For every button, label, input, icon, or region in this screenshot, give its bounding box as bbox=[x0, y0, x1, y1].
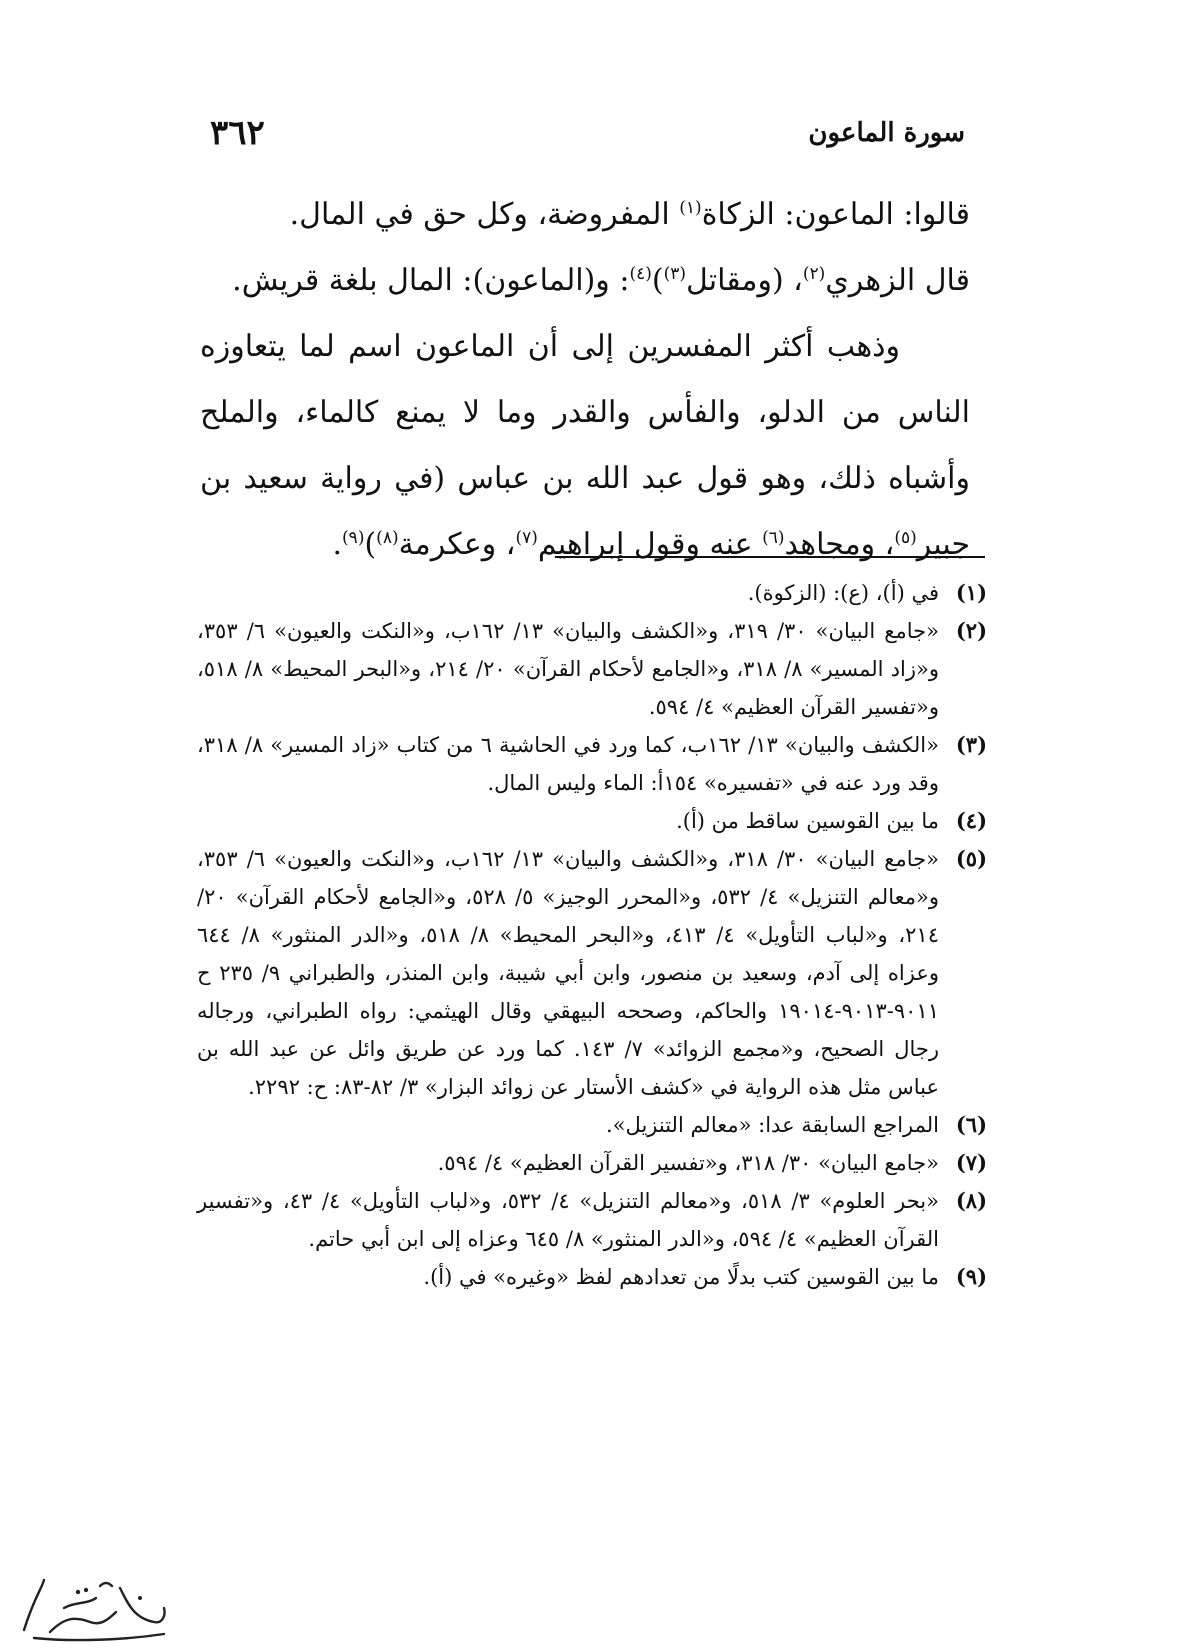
footnote-number: (١) bbox=[955, 580, 987, 605]
footnote-text: ما بين القوسين ساقط من (أ). bbox=[676, 809, 939, 833]
footnote-number: (٨) bbox=[955, 1188, 987, 1213]
footnote-separator bbox=[555, 556, 985, 558]
surah-title: سورة الماعون bbox=[808, 118, 965, 148]
footnote-9 bbox=[197, 1258, 987, 1296]
text-run: ، ومجاهد bbox=[784, 527, 895, 562]
text-run: ، وعكرمة bbox=[398, 527, 516, 562]
paragraph-1 bbox=[200, 182, 970, 248]
footnote-number: (٤) bbox=[955, 808, 987, 833]
footnote-number: (٧) bbox=[955, 1150, 987, 1175]
footnote-number: (٢) bbox=[955, 618, 987, 643]
text-run: ) bbox=[364, 527, 377, 562]
footnote-1 bbox=[197, 574, 987, 612]
footnote-number: (٥) bbox=[955, 846, 987, 871]
paragraph-3 bbox=[200, 314, 970, 578]
text-run: . bbox=[332, 527, 343, 562]
calligraphy-logo-icon bbox=[4, 1568, 174, 1648]
text-run: : و(الماعون): المال بلغة قريش. bbox=[232, 263, 630, 298]
footnote-marker: (١) bbox=[679, 198, 702, 218]
footnote-marker: (٥) bbox=[894, 528, 917, 548]
footnote-number: (٣) bbox=[955, 732, 987, 757]
footnote-7 bbox=[197, 1144, 987, 1182]
footnote-marker: (٧) bbox=[515, 528, 538, 548]
text-run: المفروضة، وكل حق في المال. bbox=[289, 197, 680, 232]
footnote-marker: (٢) bbox=[802, 264, 826, 284]
paragraph-2 bbox=[200, 248, 970, 314]
footnote-number: (٩) bbox=[955, 1264, 987, 1289]
text-run: قال الزهري bbox=[825, 263, 970, 298]
footnote-2 bbox=[197, 612, 987, 726]
footnote-text: في (أ)، (ع): (الزكوة). bbox=[747, 581, 939, 605]
footnote-8 bbox=[197, 1182, 987, 1258]
main-text bbox=[200, 182, 970, 578]
page-header bbox=[210, 108, 965, 158]
footnote-text: «جامع البيان» ٣٠/ ٣١٩، و«الكشف والبيان» ١٣/ ١٦٢ب، و«النكت والعيون» ٦/ ٣٥٣، و«زاد المسير» ٨/ ٣١٨، و«الجامع لأحكام القرآن» ٢٠/ ٢١٤، و«البحر المحيط» ٨/ ٥١٨، و«تفسير القرآن العظيم» ٤/ ٥٩٤. bbox=[197, 619, 939, 719]
footnote-marker: (٨) bbox=[376, 528, 399, 548]
footnote-4 bbox=[197, 802, 987, 840]
footnotes-list bbox=[197, 574, 987, 1296]
footnote-marker: (٣) bbox=[663, 264, 686, 284]
footnote-6 bbox=[197, 1106, 987, 1144]
footnote-text: «بحر العلوم» ٣/ ٥١٨، و«معالم التنزيل» ٤/ ٥٣٢، و«لباب التأويل» ٤/ ٤٣، و«تفسير القرآن العظيم» ٤/ ٥٩٤، و«الدر المنثور» ٨/ ٦٤٥ وعزاه إلى ابن أبي حاتم. bbox=[197, 1189, 939, 1251]
footnote-3 bbox=[197, 726, 987, 802]
text-run: قالوا: الماعون: الزكاة bbox=[701, 197, 970, 232]
footnote-marker: (٤) bbox=[629, 264, 652, 284]
footnote-text: المراجع السابقة عدا: «معالم التنزيل». bbox=[606, 1113, 939, 1137]
footnote-text: ما بين القوسين كتب بدلًا من تعدادهم لفظ «وغيره» في (أ). bbox=[423, 1265, 939, 1289]
text-run: عنه وقول إبراهيم bbox=[537, 527, 763, 562]
text-run: ، (ومقاتل bbox=[686, 263, 803, 298]
page-number: ٣٦٢ bbox=[210, 113, 265, 153]
footnote-text: «جامع البيان» ٣٠/ ٣١٨، و«الكشف والبيان» ١٣/ ١٦٢ب، و«النكت والعيون» ٦/ ٣٥٣، و«معالم التنزيل» ٤/ ٥٣٢، و«المحرر الوجيز» ٥/ ٥٢٨، و«الجامع لأحكام القرآن» ٢٠/ ٢١٤، و«لباب التأويل» ٤/ ٤١٣، و«البحر المحيط» ٨/ ٥١٨، و«الدر المنثور» ٨/ ٦٤٤ وعزاه إلى آدم، وسعيد بن منصور، وابن أبي شيبة، وابن المنذر، والطبراني ٩/ ٢٣٥ ح ٩٠١١-٩٠١٣-١٩٠١٤ والحاكم، وصححه البيهقي وقال الهيثمي: رواه الطبراني، ورجاله رجال الصحيح، و«مجمع الزوائد» ٧/ ١٤٣. كما ورد عن طريق وائل عن عبد الله بن عباس مثل هذه الرواية في «كشف الأستار عن زوائد البزار» ٣/ ٨٢-٨٣: ح: ٢٢٩٢. bbox=[197, 847, 939, 1099]
footnote-5 bbox=[197, 840, 987, 1106]
footnote-marker: (٦) bbox=[762, 528, 785, 548]
footnote-marker: (٩) bbox=[342, 528, 365, 548]
text-run: ) bbox=[651, 263, 664, 298]
footnote-number: (٦) bbox=[955, 1112, 987, 1137]
footnote-text: «جامع البيان» ٣٠/ ٣١٨، و«تفسير القرآن العظيم» ٤/ ٥٩٤. bbox=[437, 1151, 939, 1175]
footnote-text: «الكشف والبيان» ١٣/ ١٦٢ب، كما ورد في الحاشية ٦ من كتاب «زاد المسير» ٨/ ٣١٨، وقد ورد عنه في «تفسيره» ١٥٤أ: الماء وليس المال. bbox=[197, 733, 939, 795]
text-run: وذهب أكثر المفسرين إلى أن الماعون اسم لما يتعاوزه الناس من الدلو، والفأس والقدر وما لا يمنع كالماء، والملح وأشباه ذلك، وهو قول عبد الله بن عباس (في رواية سعيد بن جبير bbox=[200, 329, 971, 562]
